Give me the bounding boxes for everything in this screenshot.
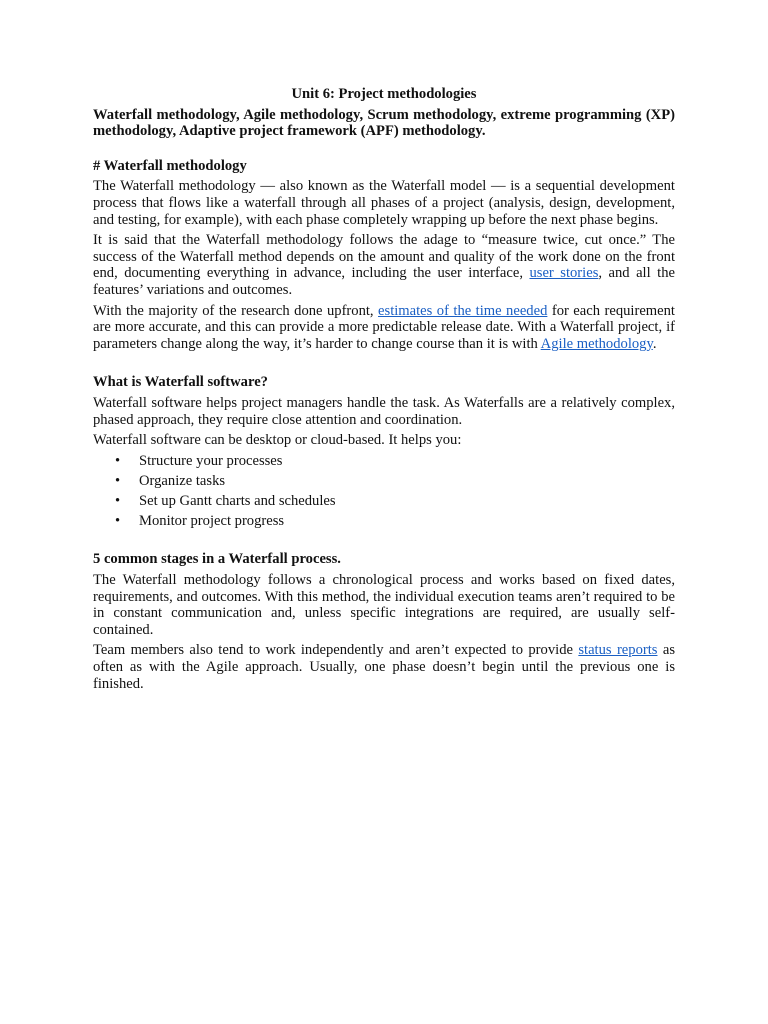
spacer bbox=[93, 356, 675, 374]
bullet-icon: • bbox=[115, 472, 121, 489]
list-item bbox=[93, 453, 675, 470]
bullet-icon: • bbox=[115, 513, 121, 530]
bullet-list bbox=[93, 453, 675, 530]
paragraph-independent bbox=[93, 642, 675, 692]
text-run: With the majority of the research done upfront, bbox=[93, 302, 379, 319]
list-item-text: Structure your processes bbox=[139, 452, 283, 469]
text-run: It is said that the Waterfall methodology follows the adage to “measure twice, cut once.” The success of the Waterfall method depends on the amount and quality of the work done on the front end, documenting everything in advance, including the user interface, bbox=[93, 232, 675, 282]
text-run: Team members also tend to work independently and aren’t expected to provide bbox=[93, 642, 579, 659]
document-subtitle: Waterfall methodology, Agile methodology, Scrum methodology, extreme programming (XP) methodology, Adaptive project framework (APF) methodology. bbox=[93, 106, 675, 140]
paragraph-research-upfront bbox=[93, 303, 675, 353]
text-run: for each requirement are more accurate, and this can provide a more predictable release date. With a Waterfall project, if parameters change along the way, it’s harder to change course than it is with bbox=[93, 302, 675, 352]
list-item-text: Monitor project progress bbox=[139, 513, 285, 530]
text-run: . bbox=[652, 335, 657, 352]
text-run: as often as with the Agile approach. Usually, one phase doesn’t begin until the previous one is finished. bbox=[93, 642, 676, 692]
text-run: , and all the features’ variations and outcomes. bbox=[93, 265, 675, 298]
bullet-icon: • bbox=[115, 452, 121, 469]
spacer bbox=[93, 533, 675, 551]
list-item-text: Organize tasks bbox=[139, 472, 226, 489]
section-heading-waterfall-software: What is Waterfall software? bbox=[93, 374, 268, 391]
document-title: Unit 6: Project methodologies bbox=[291, 86, 477, 102]
link-estimates-time[interactable]: estimates of the time needed bbox=[378, 302, 548, 319]
section-heading-waterfall: # Waterfall methodology bbox=[93, 157, 247, 174]
paragraph-measure-twice bbox=[93, 232, 675, 298]
spacer bbox=[93, 140, 675, 158]
list-item bbox=[93, 473, 675, 490]
bullet-icon: • bbox=[115, 493, 121, 510]
link-status-reports[interactable]: status reports bbox=[578, 642, 658, 659]
paragraph-waterfall-software: Waterfall software helps project managers handle the task. As Waterfalls are a relatively complex, phased approach, they require close attention and coordination. bbox=[93, 394, 675, 428]
paragraph-helps-you: Waterfall software can be desktop or cloud-based. It helps you: bbox=[93, 432, 462, 449]
list-item-text: Set up Gantt charts and schedules bbox=[139, 493, 336, 510]
paragraph-chronological: The Waterfall methodology follows a chronological process and works based on fixed dates, requirements, and outcomes. With this method, the individual execution teams aren’t required to be in constant communication and, unless specific integrations are required, are usually self-contained. bbox=[93, 572, 675, 638]
paragraph-waterfall-intro: The Waterfall methodology — also known as the Waterfall model — is a sequential development process that flows like a waterfall through all phases of a project (analysis, design, development, and testing, for example), with each phase completely wrapping up before the next phase begins. bbox=[93, 178, 675, 228]
list-item bbox=[93, 493, 675, 510]
document-page bbox=[93, 86, 675, 696]
link-user-stories[interactable]: user stories bbox=[529, 265, 599, 282]
list-item bbox=[93, 513, 675, 530]
section-heading-common-stages: 5 common stages in a Waterfall process. bbox=[93, 551, 341, 568]
link-agile-methodology[interactable]: Agile methodology bbox=[540, 335, 653, 352]
